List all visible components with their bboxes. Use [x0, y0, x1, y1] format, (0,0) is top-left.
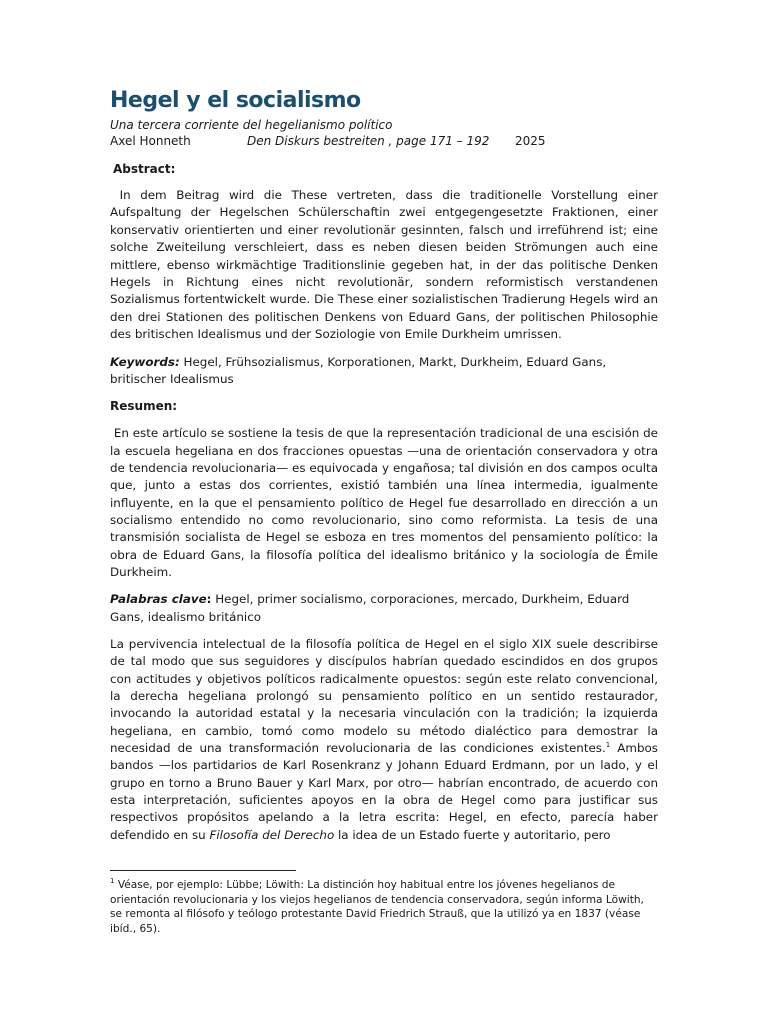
footnote-mark: 1 — [110, 877, 115, 885]
palabras-clave-list: Hegel, primer socialismo, corporaciones, mercado, Durkheim, Eduard Gans, idealismo británico — [110, 592, 630, 624]
publication-year: 2025 — [515, 134, 546, 148]
footnote-reference[interactable]: 1 — [605, 741, 611, 750]
palabras-clave-colon: : — [206, 592, 212, 607]
article-meta — [110, 133, 658, 150]
abstract-body: In dem Beitrag wird die These vertreten, dass die traditionelle Vorstellung einer Aufspaltung der Hegelschen Schülerschaftin zwei entgegengesetzte Fraktionen, einer konservativ orientierten und einer revolutionär gesinnten, falsch und irreführend ist; eine solche Zweiteilung verschleiert, dass es neben diesen beiden Strömungen auch eine mittlere, ebenso wirkmächtige Traditionslinie gegeben hat, in der das politische Denken Hegels in Richtung eines nicht revolutionär, sondern reformistisch verstandenen Sozialismus fortentwickelt wurde. Die These einer sozialistischen Tradierung Hegels wird an den drei Stationen des politischen Denkens von Eduard Gans, der politischen Philosophie des britischen Idealismus und der Soziologie von Emile Durkheim umrissen. — [110, 188, 658, 342]
body-part-3: la idea de un Estado fuerte y autoritario, pero — [334, 827, 611, 842]
palabras-clave-label: Palabras clave — [110, 592, 207, 607]
resumen-heading: Resumen: — [110, 399, 178, 414]
footnote — [110, 878, 658, 936]
keywords-label: Keywords: — [110, 354, 180, 369]
keywords-list: Hegel, Frühsozialismus, Korporationen, Markt, Durkheim, Eduard Gans, britischer Idealismus — [110, 354, 607, 387]
footnote-divider — [110, 870, 296, 871]
abstract-heading: Abstract: — [113, 162, 176, 176]
resumen-body: En este artículo se sostiene la tesis de que la representación tradicional de una escisión de la escuela hegeliana en dos fracciones opuestas —una de orientación conservadora y otra de tendencia revolucionaria— es equivocada y engañosa; tal división en dos campos oculta que, junto a estas dos corrientes, existió también una línea intermedia, igualmente influyente, en la que el pensamiento político de Hegel fue desarrollado en dirección a un socialismo entendido no como revolucionario, sino como reformista. La tesis de una transmisión socialista de Hegel se esboza en tres momentos del pensamiento político: la obra de Eduard Gans, la filosofía política del idealismo británico y la sociología de Émile Durkheim. — [110, 426, 658, 579]
body-part-2: Ambos bandos —los partidarios de Karl Rosenkranz y Johann Eduard Erdmann, por un lado, y el grupo en torno a Bruno Bauer y Karl Marx, por otro— habrían encontrado, de acuerdo con esta interpretación, suficientes apoyos en la obra de Hegel como para justificar sus respectivos propósitos apelando a la letra escrita: Hegel, en efecto, parecía haber defendido en su — [110, 741, 658, 842]
abstract-text — [110, 187, 658, 344]
body-part-1: La pervivencia intelectual de la filosofía política de Hegel en el siglo XIX suele describirse de tal modo que sus seguidores y discípulos habrían quedado escindidos en dos grupos con actitudes y objetivos políticos radicalmente opuestos: según este relato convencional, la derecha hegeliana prolongó su pensamiento político en un sentido restaurador, invocando la autoridad estatal y la necesaria vinculación con la tradición; la izquierda hegeliana, en cambio, tomó como modelo su método dialéctico para demostrar la necesidad de una transformación revolucionaria de las condiciones existentes. — [110, 636, 658, 756]
footnote-text: Véase, por ejemplo: Lübbe; Löwith: La distinción hoy habitual entre los jóvenes hegelianos de orientación revolucionaria y los viejos hegelianos de tendencia conservadora, según informa Löwith, se remonta al filósofo y teólogo protestante David Friedrich Strauß, que la utilizó ya en 1837 (véase ibíd., 65). — [110, 879, 644, 935]
palabras-clave-line — [110, 591, 658, 626]
article-title: Hegel y el socialismo — [110, 88, 361, 113]
body-italic-title: Filosofía del Derecho — [209, 827, 335, 842]
source-reference: Den Diskurs bestreiten , page 171 – 192 — [247, 134, 490, 148]
keywords-line — [110, 354, 658, 389]
article-content — [110, 86, 658, 844]
body-paragraph — [110, 636, 658, 844]
resumen-text — [110, 425, 658, 581]
author-name: Axel Honneth — [110, 134, 191, 148]
article-subtitle: Una tercera corriente del hegelianismo político — [110, 118, 393, 132]
